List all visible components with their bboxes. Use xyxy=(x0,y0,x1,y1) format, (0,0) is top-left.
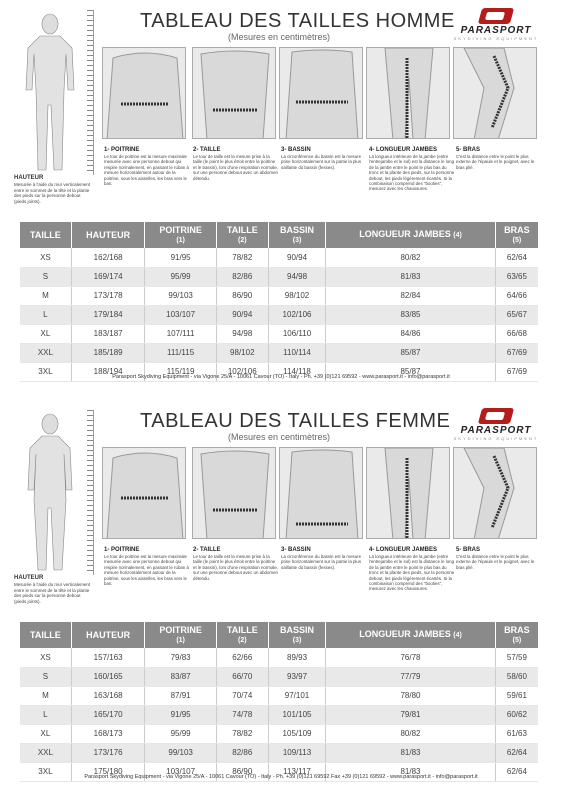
measure-cell: 105/109 xyxy=(268,724,325,743)
measure-cell: 102/106 xyxy=(216,362,268,381)
column-header: LONGUEUR JAMBES (4) xyxy=(326,622,496,648)
measure-cell: 94/98 xyxy=(268,267,325,286)
measure-cell: 179/184 xyxy=(71,305,145,324)
hip-measure-image xyxy=(279,447,363,539)
hauteur-title: HAUTEUR xyxy=(14,175,44,181)
measure-cell: 60/62 xyxy=(495,705,538,724)
measure-cell: 62/64 xyxy=(495,762,538,781)
body-silhouette-icon xyxy=(12,10,88,175)
measure-cell: 81/83 xyxy=(326,267,496,286)
measure-cell: 97/101 xyxy=(268,686,325,705)
column-header: HAUTEUR xyxy=(71,222,145,248)
measure-cell: 90/94 xyxy=(268,248,325,267)
legs-icon xyxy=(367,48,450,139)
measure-cell: 83/87 xyxy=(145,667,216,686)
measure-cell: 74/78 xyxy=(216,705,268,724)
chest-measure-image xyxy=(102,47,186,139)
measure-cell: 81/83 xyxy=(326,762,496,781)
measure-cell: 89/93 xyxy=(268,648,325,667)
measure-cell: 77/79 xyxy=(326,667,496,686)
measure-cell: 76/78 xyxy=(326,648,496,667)
measure-cell: 85/87 xyxy=(326,362,496,381)
leg-measure-image xyxy=(366,447,450,539)
table-row xyxy=(20,305,538,324)
measure-cell: 78/80 xyxy=(326,686,496,705)
size-cell: M xyxy=(20,286,71,305)
table-row xyxy=(20,743,538,762)
chart-title: TABLEAU DES TAILLES FEMME xyxy=(140,410,451,432)
measure-cell: 65/67 xyxy=(495,305,538,324)
chest-torso-icon xyxy=(103,448,186,539)
size-cell: M xyxy=(20,686,71,705)
size-cell: XS xyxy=(20,648,71,667)
measure-cell: 103/107 xyxy=(145,762,216,781)
column-header: BASSIN (3) xyxy=(268,222,325,248)
column-header: BRAS (5) xyxy=(495,622,538,648)
measure-cell: 101/105 xyxy=(268,705,325,724)
waist-measure-image xyxy=(192,47,276,139)
column-header: BRAS (5) xyxy=(495,222,538,248)
measure-title: 1- POITRINE xyxy=(104,547,140,553)
table-row xyxy=(20,686,538,705)
measure-title: 2- TAILLE xyxy=(193,147,221,153)
measure-cell: 90/94 xyxy=(216,305,268,324)
logo-name: PARASPORT xyxy=(460,425,532,436)
hauteur-title: HAUTEUR xyxy=(14,575,44,581)
size-cell: XXL xyxy=(20,343,71,362)
contact-footer: Parasport Skydiving Equipment - via Vigone 25/A - 10061 Cavour (TO) - Italy - Ph. +39 (0)121 69592 Fax +39 (0)121 69592 - www.parasport.it - info@parasport.it xyxy=(84,774,478,780)
measure-cell: 62/64 xyxy=(495,248,538,267)
measure-cell: 99/103 xyxy=(145,286,216,305)
size-table-homme xyxy=(20,222,538,382)
measure-cell: 113/117 xyxy=(268,762,325,781)
size-cell: XS xyxy=(20,248,71,267)
column-header: TAILLE xyxy=(20,622,71,648)
chest-torso-icon xyxy=(103,48,186,139)
measure-cell: 86/90 xyxy=(216,286,268,305)
measure-description: C'est la distance entre le point le plus externe de l'épaule et le poignet, avec le bras plié. xyxy=(456,554,535,570)
measure-cell: 160/165 xyxy=(71,667,145,686)
logo-tagline: SKYDIVING EQUIPMENT xyxy=(453,436,539,441)
measure-description: La circonférence du bassin est la mesure prise horizontalement sur la partie la plus saillante du bassin (fesses). xyxy=(281,554,362,570)
measure-cell: 78/82 xyxy=(216,248,268,267)
measure-cell: 114/118 xyxy=(268,362,325,381)
measure-title: 5- BRAS xyxy=(456,547,481,553)
arm-measure-image xyxy=(453,47,537,139)
logo-name: PARASPORT xyxy=(460,25,532,36)
contact-footer: Parasport Skydiving Equipment - via Vigone 25/A - 10061 Cavour (TO) - Italy - Ph. +39 (0)121 69592 - www.parasport.it - info@parasport.it xyxy=(112,374,450,380)
measure-title: 4- LONGUEUR JAMBES xyxy=(369,147,438,153)
chart-subtitle: (Mesures en centimètres) xyxy=(228,32,331,42)
measure-title: 4- LONGUEUR JAMBES xyxy=(369,547,438,553)
body-silhouette-icon xyxy=(12,410,88,575)
waist-torso-icon xyxy=(193,448,276,539)
measure-cell: 107/111 xyxy=(145,324,216,343)
measure-title: 3- BASSIN xyxy=(281,147,311,153)
measure-title: 5- BRAS xyxy=(456,147,481,153)
logo-mark-icon xyxy=(478,8,514,24)
hauteur-description: Mesurée à l'aide du mur verticalement entre le sommet de la tête et la plante des pieds sur la personne debout (pieds joints). xyxy=(14,582,91,604)
measure-cell: 162/168 xyxy=(71,248,145,267)
measure-cell: 98/102 xyxy=(268,286,325,305)
hip-measure-image xyxy=(279,47,363,139)
chart-title: TABLEAU DES TAILLES HOMME xyxy=(140,10,455,32)
measure-cell: 95/99 xyxy=(145,724,216,743)
column-header: TAILLE (2) xyxy=(216,222,268,248)
measure-cell: 98/102 xyxy=(216,343,268,362)
table-header-row xyxy=(20,622,538,648)
measure-cell: 173/176 xyxy=(71,743,145,762)
parasport-logo xyxy=(450,408,542,442)
column-header: HAUTEUR xyxy=(71,622,145,648)
measure-cell: 183/187 xyxy=(71,324,145,343)
measure-cell: 111/115 xyxy=(145,343,216,362)
measure-cell: 83/85 xyxy=(326,305,496,324)
size-cell: XL xyxy=(20,324,71,343)
measure-cell: 81/83 xyxy=(326,743,496,762)
measure-cell: 64/66 xyxy=(495,286,538,305)
size-cell: L xyxy=(20,305,71,324)
measure-description: La circonférence du bassin est la mesure prise horizontalement sur la partie la plus saillante du bassin (fesses). xyxy=(281,154,362,170)
size-chart-femme xyxy=(0,400,562,800)
table-row xyxy=(20,267,538,286)
measure-cell: 82/86 xyxy=(216,267,268,286)
measure-cell: 66/68 xyxy=(495,324,538,343)
measure-cell: 78/82 xyxy=(216,724,268,743)
measure-cell: 80/82 xyxy=(326,724,496,743)
size-cell: S xyxy=(20,667,71,686)
table-row xyxy=(20,667,538,686)
arm-icon xyxy=(454,48,537,139)
measure-cell: 102/106 xyxy=(268,305,325,324)
measure-cell: 80/82 xyxy=(326,248,496,267)
full-body-figure xyxy=(12,410,94,575)
measure-cell: 93/97 xyxy=(268,667,325,686)
column-header: TAILLE xyxy=(20,222,71,248)
measure-cell: 87/91 xyxy=(145,686,216,705)
full-body-figure xyxy=(12,10,94,175)
measure-cell: 67/69 xyxy=(495,362,538,381)
measure-cell: 168/173 xyxy=(71,724,145,743)
measure-cell: 61/63 xyxy=(495,724,538,743)
measure-description: Le tour de poitrine est la mesure maximale mesurée avec une personne debout qui respire normalement, en passant le ruban à mesure horizontalement autour de la poitrine, sous les aisselles, les bras vers le bas. xyxy=(104,554,189,587)
measure-description: La longueur intérieure de la jambe (entre l'entrejambe et le sol) est la distance le long de la jambe entre le point le plus bas du tronc et la plante des pieds, sur la personne debout, les pieds légèrement écartés. Si la combinaison comprend des "booties", mesurez avec les chaussures. xyxy=(369,154,455,192)
arm-icon xyxy=(454,448,537,539)
measure-cell: 85/87 xyxy=(326,343,496,362)
table-row xyxy=(20,705,538,724)
chest-measure-image xyxy=(102,447,186,539)
measure-cell: 110/114 xyxy=(268,343,325,362)
measure-description: Le tour de taille est la mesure prise à la taille (le point le plus étroit entre la poitrine et le bassin), lors d'une respiration normale, sur une personne debout avec un abdomen détendu. xyxy=(193,554,279,581)
waist-torso-icon xyxy=(193,48,276,139)
leg-measure-image xyxy=(366,47,450,139)
table-row xyxy=(20,248,538,267)
measure-description: Le tour de taille est la mesure prise à la taille (le point le plus étroit entre la poitrine et le bassin), lors d'une respiration normale, sur une personne debout avec un abdomen détendu. xyxy=(193,154,279,181)
measure-cell: 59/61 xyxy=(495,686,538,705)
column-header: LONGUEUR JAMBES (4) xyxy=(326,222,496,248)
measure-cell: 66/70 xyxy=(216,667,268,686)
table-row xyxy=(20,343,538,362)
measure-cell: 70/74 xyxy=(216,686,268,705)
measure-description: Le tour de poitrine est la mesure maximale mesurée avec une personne debout qui respire normalement, en passant le ruban à mesure horizontalement autour de la poitrine, sous les aisselles, les bras vers le bas. xyxy=(104,154,189,187)
column-header: BASSIN (3) xyxy=(268,622,325,648)
hip-torso-icon xyxy=(280,48,363,139)
measure-cell: 95/99 xyxy=(145,267,216,286)
measure-title: 2- TAILLE xyxy=(193,547,221,553)
measure-cell: 106/110 xyxy=(268,324,325,343)
column-header: TAILLE (2) xyxy=(216,622,268,648)
measure-title: 3- BASSIN xyxy=(281,547,311,553)
legs-icon xyxy=(367,448,450,539)
measure-cell: 188/194 xyxy=(71,362,145,381)
measure-cell: 79/83 xyxy=(145,648,216,667)
measure-cell: 86/90 xyxy=(216,762,268,781)
size-cell: S xyxy=(20,267,71,286)
measure-cell: 165/170 xyxy=(71,705,145,724)
table-row xyxy=(20,286,538,305)
waist-measure-image xyxy=(192,447,276,539)
measure-cell: 84/86 xyxy=(326,324,496,343)
size-cell: 3XL xyxy=(20,362,71,381)
measure-cell: 109/113 xyxy=(268,743,325,762)
measure-description: C'est la distance entre le point le plus externe de l'épaule et le poignet, avec le bras plié. xyxy=(456,154,535,170)
chart-subtitle: (Mesures en centimètres) xyxy=(228,432,331,442)
measure-description: La longueur intérieure de la jambe (entre l'entrejambe et le sol) est la distance le long de la jambe entre le point le plus bas du tronc et la plante des pieds, sur la personne debout, les pieds légèrement écartés. Si la combinaison comprend des "booties", mesurez avec les chaussures. xyxy=(369,554,455,592)
height-ruler xyxy=(87,10,93,175)
arm-measure-image xyxy=(453,447,537,539)
measure-cell: 175/180 xyxy=(71,762,145,781)
measure-cell: 82/86 xyxy=(216,743,268,762)
measure-cell: 115/119 xyxy=(145,362,216,381)
column-header: POITRINE (1) xyxy=(145,222,216,248)
measure-cell: 169/174 xyxy=(71,267,145,286)
measure-cell: 173/178 xyxy=(71,286,145,305)
measure-cell: 157/163 xyxy=(71,648,145,667)
measure-cell: 163/168 xyxy=(71,686,145,705)
measure-cell: 94/98 xyxy=(216,324,268,343)
measure-title: 1- POITRINE xyxy=(104,147,140,153)
size-cell: 3XL xyxy=(20,762,71,781)
measure-cell: 99/103 xyxy=(145,743,216,762)
height-ruler xyxy=(87,410,93,575)
measure-cell: 62/66 xyxy=(216,648,268,667)
logo-tagline: SKYDIVING EQUIPMENT xyxy=(453,36,539,41)
size-table-femme xyxy=(20,622,538,782)
measure-cell: 79/81 xyxy=(326,705,496,724)
hauteur-description: Mesurée à l'aide du mur verticalement entre le sommet de la tête et la plante des pieds sur la personne debout (pieds joints). xyxy=(14,182,91,204)
measure-cell: 67/69 xyxy=(495,343,538,362)
table-row xyxy=(20,648,538,667)
table-row xyxy=(20,724,538,743)
column-header: POITRINE (1) xyxy=(145,622,216,648)
table-row xyxy=(20,324,538,343)
size-cell: XXL xyxy=(20,743,71,762)
parasport-logo xyxy=(450,8,542,42)
measure-cell: 62/64 xyxy=(495,743,538,762)
hip-torso-icon xyxy=(280,448,363,539)
measure-cell: 185/189 xyxy=(71,343,145,362)
measure-cell: 91/95 xyxy=(145,248,216,267)
measure-cell: 58/60 xyxy=(495,667,538,686)
measure-cell: 57/59 xyxy=(495,648,538,667)
measure-cell: 91/95 xyxy=(145,705,216,724)
measure-cell: 63/65 xyxy=(495,267,538,286)
measure-cell: 103/107 xyxy=(145,305,216,324)
table-header-row xyxy=(20,222,538,248)
size-cell: L xyxy=(20,705,71,724)
size-cell: XL xyxy=(20,724,71,743)
measure-cell: 82/84 xyxy=(326,286,496,305)
logo-mark-icon xyxy=(478,408,514,424)
